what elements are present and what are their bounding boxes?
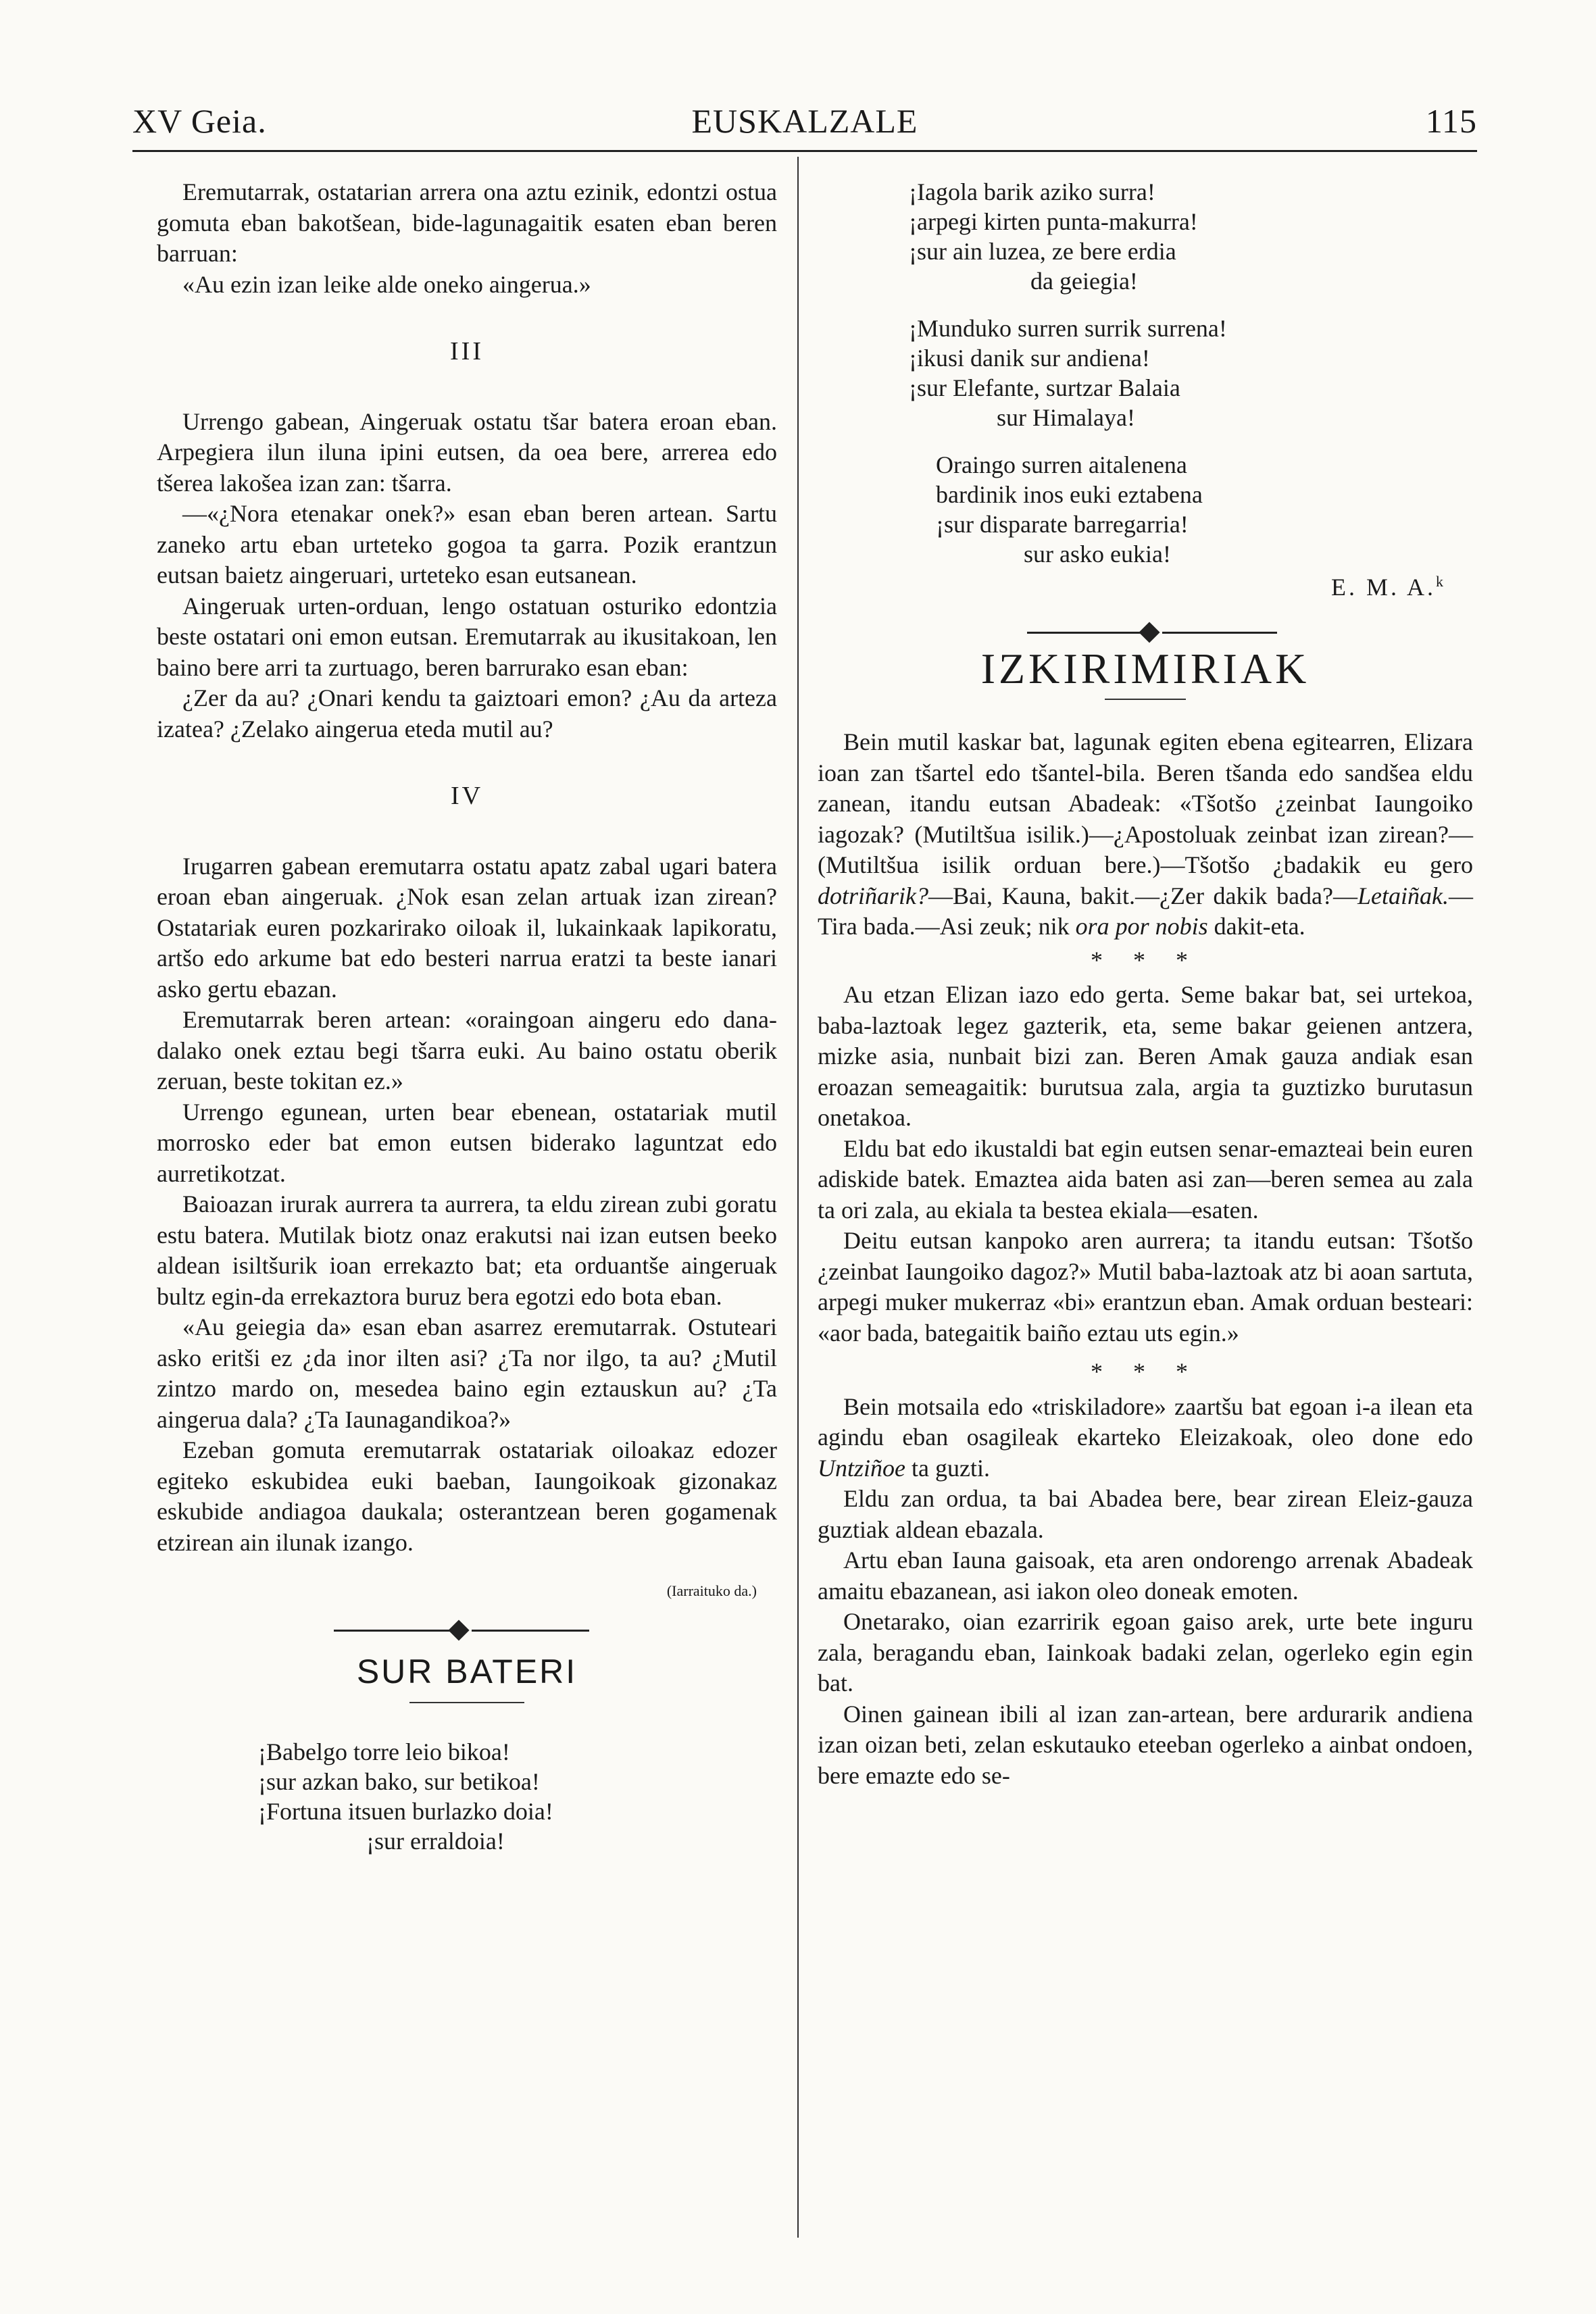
paragraph: ¿Zer da au? ¿Onari kendu ta gaiztoari emon? ¿Au da arteza izatea? ¿Zelako aingerua eteda mutil au? — [157, 684, 777, 743]
poem-stanza-2 — [909, 177, 1473, 296]
ornament-divider — [157, 1611, 777, 1651]
paragraph: Urrengo egunean, urten bear ebenean, ostatariak mutil morrosko eder bat emon eutsen biderako laguntzat edo aurretikotzat. — [157, 1098, 777, 1187]
verse-line: ¡Munduko surren surrik surrena! — [909, 315, 1227, 342]
ornament-diamond — [1139, 622, 1159, 643]
ornament-diamond — [448, 1619, 469, 1640]
poem-stanza-1 — [258, 1737, 777, 1856]
ornament-line — [1027, 632, 1142, 634]
anecdote-paragraph — [818, 727, 1473, 942]
verse-line: ¡ikusi danik sur andiena! — [909, 345, 1150, 372]
verse-line: Oraingo surren aitalenena — [936, 451, 1187, 478]
running-head — [132, 101, 1477, 149]
text-run: Bein motsaila edo «triskiladore» zaartšu bat egoan i-a ilean eta agindu eban osagileak ekarteko Eleizakoak, oleo done edo — [818, 1392, 1473, 1451]
verse-line: ¡sur disparate barregarria! — [936, 511, 1189, 538]
verse-line: sur asko eukia! — [1024, 540, 1171, 568]
italic-run: dotriñarik? — [818, 882, 929, 909]
anecdote-paragraph: Oinen gainean ibili al izan zan-artean, bere ardurarik andiena izan oizan beti, zelan eskutauko eteeban ogerleko a ainbat ondoen, bere emazte edo se- — [818, 1700, 1473, 1789]
italic-run: Letaiñak. — [1357, 882, 1449, 909]
anecdote-paragraph — [818, 1392, 1473, 1484]
paragraph: Aingeruak urten-orduan, lengo ostatuan osturiko edontzia beste ostatari oni emon eutsan. Eremutarrak au ikusitakoan, len baino bere arri ta zurtuago, beren barrurako esan eban: — [157, 592, 777, 681]
text-run: dakit-eta. — [1207, 913, 1305, 940]
ornament-line — [334, 1630, 451, 1632]
verse-line: ¡Iagola barik aziko surra! — [909, 178, 1155, 205]
paragraph: Irugarren gabean eremutarra ostatu apatz zabal ugari batera eroan eban aingeruak. ¿Nok esan zelan artuak izan zirean? Ostatariak euren pozkarirako oiloak il, lukainkaak lapikoratu, artšo edo arkume bat edo besteri narrua eratzi ta beste ianari asko gertu ebazan. — [157, 852, 777, 1003]
ornament-line — [472, 1630, 589, 1632]
column-divider — [797, 157, 799, 2238]
continued-note: (Iarraituko da.) — [666, 1582, 757, 1599]
header-rule — [132, 150, 1477, 152]
title-rule — [1105, 699, 1186, 700]
paragraph: Baioazan irurak aurrera ta aurrera, ta eldu zirean zubi goratu estu batera. Mutilak biotz onaz erakutsi nai izan eutsen beeko aldean isiltšurik ioan errekazto bat; eta orduantše aingeruak bultz egin-da errekaztora buruz bera egotzi edo bota eban. — [157, 1190, 777, 1310]
paragraph: Ezeban gomuta eremutarrak ostatariak oiloakaz edozer egiteko eskubidea euki baeban, Iaungoikoak gizonakaz eskubide andiagoa daukala; osterantzean beren gogamenak etzirean ain ilunak izango. — [157, 1436, 777, 1556]
page-number: 115 — [1425, 102, 1477, 140]
left-column — [157, 177, 777, 1856]
section-heading-iii: III — [450, 337, 484, 366]
text-run: —Tira bada.—Asi zeuk; nik — [818, 882, 1473, 940]
poem-stanza-3 — [909, 313, 1473, 432]
paragraph: Eremutarrak beren artean: «oraingoan aingeru edo dana-dalako onek eztau begi tšarra euki. Au baino ostatu oberik zeruan, beste tokitan ez.» — [157, 1006, 777, 1095]
ornament-divider — [818, 613, 1473, 653]
journal-title: EUSKALZALE — [691, 102, 918, 140]
anecdote-paragraph: Onetarako, oian ezarririk egoan gaiso arek, urte bete inguru zala, beragandu eban, Iainkoak badaki zelan, ogerleko egin egin bat. — [818, 1608, 1473, 1696]
verse-line: ¡sur ain luzea, ze bere erdia — [909, 238, 1176, 265]
verse-line: sur Himalaya! — [997, 404, 1135, 431]
poem-continued — [909, 177, 1473, 569]
issue-label: XV Geia. — [132, 102, 267, 140]
poem-signature — [818, 566, 1473, 603]
intro-paragraph: Eremutarrak, ostatarian arrera ona aztu ezinik, edontzi ostua gomuta eban bakotšean, bide-lagunagaitik esaten eban beren barruan: — [157, 178, 777, 267]
text-run: ta guzti. — [905, 1454, 990, 1482]
section-stars: * * * — [1091, 946, 1200, 974]
signature-text: E. M. A. — [1330, 574, 1436, 601]
text-run: —Bai, Kauna, bakit.—¿Zer dakik bada?— — [928, 882, 1358, 909]
text-run: Bein mutil kaskar bat, lagunak egiten ebena egitearren, Elizara ioan zan tšartel edo tšantel-bila. Beren tšanda edo sandšea eldu zanean, itandu eutsan Abadeak: «Tšotšo ¿zeinbat Iaungoiko iagozak? (Mutiltšua isilik.)—¿Apostoluak zeinbat izan zirean?—(Mutiltšua isilik orduan bere.)—Tšotšo ¿badakik eu gero — [818, 728, 1473, 878]
anecdote-paragraph: Au etzan Elizan iazo edo gerta. Seme bakar bat, sei urtekoa, baba-laztoak legez gazterik, eta, seme bakar geienen antzera, mizke asia, nunbait bizi zan. Beren Amak gauza andiak esan eroazan semeagaitik: burutsua zala, argia ta guztizko burutasun onetakoa. — [818, 981, 1473, 1131]
anecdote-paragraph: Artu eban Iauna gaisoak, eta aren ondorengo arrenak Abadeak amaitu ebazanean, asi iakon oleo doneak emoten. — [818, 1546, 1473, 1605]
section-stars: * * * — [1091, 1358, 1200, 1385]
section-heading-iv: IV — [450, 782, 484, 810]
poem-title: SUR BATERI — [356, 1652, 578, 1690]
verse-line: ¡sur Elefante, surtzar Balaia — [909, 374, 1180, 401]
verse-line: ¡sur azkan bako, sur betikoa! — [258, 1768, 540, 1795]
paragraph: —«¿Nora etenakar onek?» esan eban beren artean. Sartu zaneko artu eban urteteko gogoa ta garra. Pozik erantzun eutsan baietz aingeruari, urteteko esan eutsanean. — [157, 500, 777, 588]
signature-superscript: k — [1436, 573, 1446, 590]
right-column — [818, 177, 1473, 1791]
verse-line: da geiegia! — [1030, 268, 1138, 295]
italic-run: ora por nobis — [1075, 913, 1208, 940]
verse-line: ¡sur erraldoia! — [366, 1828, 505, 1855]
anecdote-paragraph: Eldu zan ordua, ta bai Abadea bere, bear zirean Eleiz-gauza guztiak aldean ebazala. — [818, 1485, 1473, 1543]
anecdote-paragraph: Deitu eutsan kanpoko aren aurrera; ta itandu eutsan: Tšotšo ¿zeinbat Iaungoiko dagoz?» Mutil baba-laztoak atz bi aoan sartuta, arpegi muker mukerraz «bi» erantzun eban. Amak orduan besteari: «aor bada, bategaitik baiño eztau uts egin.» — [818, 1227, 1473, 1347]
italic-run: Untziñoe — [818, 1454, 905, 1482]
verse-line: ¡Babelgo torre leio bikoa! — [258, 1738, 510, 1765]
ornament-line — [1162, 632, 1277, 634]
anecdote-paragraph: Eldu bat edo ikustaldi bat egin eutsen senar-emazteai bein euren adiskide batek. Emaztea aida baten asi zan—beren semea au zala ta ori zala, au ekiala ta bestea ekiala—esaten. — [818, 1134, 1473, 1224]
title-rule — [409, 1702, 524, 1703]
intro-quote: «Au ezin izan leike alde oneko aingerua.» — [182, 270, 591, 298]
verse-line: ¡arpegi kirten punta-makurra! — [909, 208, 1198, 235]
paragraph: Urrengo gabean, Aingeruak ostatu tšar batera eroan eban. Arpegiera ilun iluna ipini eutsen, da oea bere, arrerea edo tšerea lakošea izan zan: tšarra. — [157, 407, 777, 497]
section-title-izkirimiriak: IZKIRIMIRIAK — [980, 644, 1310, 693]
verse-line: ¡Fortuna itsuen burlazko doia! — [258, 1798, 553, 1825]
paragraph: «Au geiegia da» esan eban asarrez eremutarrak. Ostuteari asko eritši ez ¿da inor ilten asi? ¿Ta nor ilgo, ta au? ¿Mutil zintzo mardo on, mesedea baino egin eztauskun au? ¿Ta aingerua dala? ¿Ta Iaunagandikoa?» — [157, 1313, 777, 1433]
poem-stanza-4 — [936, 450, 1473, 569]
verse-line: bardinik inos euki eztabena — [936, 481, 1203, 508]
